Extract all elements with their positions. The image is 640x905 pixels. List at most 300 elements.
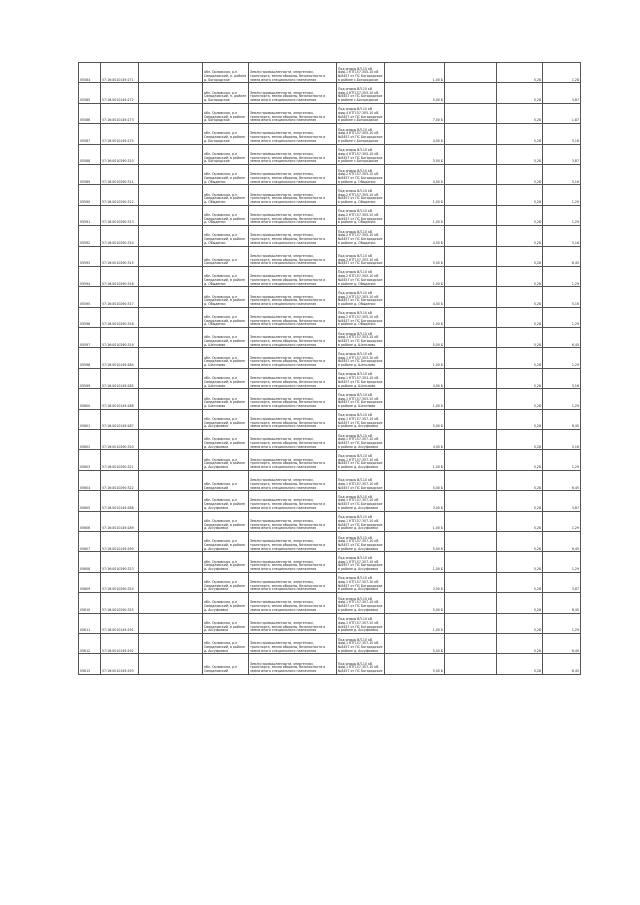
empty-cell	[139, 185, 203, 205]
rate-value: 5,28	[497, 633, 543, 653]
land-category: Земли промышленности, энергетики, транспорта, земли обороны, безопасности и земли иного специального назначения	[249, 511, 337, 531]
empty-cell	[139, 63, 203, 83]
area-value: 1,00 Б	[385, 348, 445, 368]
row-id: 05599	[79, 368, 101, 388]
purpose-note: Под опоры ВЛ-10 кВ фид.1 КТП-57-305-10 кВ №8457 от ПС Богородское в районе с.Богородское	[337, 63, 385, 83]
amount-value: 1,29	[543, 266, 581, 286]
table-row	[79, 450, 581, 470]
land-category: Земли промышленности, энергетики, транспорта, земли обороны, безопасности и земли иного специального назначения	[249, 430, 337, 450]
value-a	[445, 144, 497, 164]
purpose-note: Под опоры ВЛ-10 кВ фид.1 КТП-57-307-10 кВ №8457 от ПС Богородское в районе д. Ассуфьевка	[337, 633, 385, 653]
location: обл. Орловская, р-н Свердловский, п. районе д. Богородское	[203, 63, 249, 83]
cadastral-number: 57:16:0010290:321	[101, 450, 139, 470]
land-category: Земли промышленности, энергетики, транспорта, земли обороны, безопасности и земли иного специального назначения	[249, 572, 337, 592]
purpose-note: Под опоры ВЛ-10 кВ фид.4 КТП-57-305-10 кВ №8457 от ПС Богородское в районе с.Богородское	[337, 124, 385, 144]
cadastral-number: 57:16:0010290:324	[101, 572, 139, 592]
row-id: 05612	[79, 633, 101, 653]
amount-value: 1,28	[543, 63, 581, 83]
register-rows	[79, 63, 581, 675]
cadastral-number: 57:16:0010149:272	[101, 83, 139, 103]
location: обл. Орловская, р-н Свердловский, п. районе д. Богородское	[203, 83, 249, 103]
location: обл. Орловская, р-н Свердловский, в районе д. Ассуфьевка	[203, 511, 249, 531]
area-value: 4,00 Б	[385, 368, 445, 388]
rate-value: 5,28	[497, 164, 543, 184]
amount-value: 5,16	[543, 164, 581, 184]
amount-value: 3,87	[543, 491, 581, 511]
purpose-note: Под опоры ВЛ-10 кВ фид.2 КТП-57-305-10 кВ №8457 от ПС Богородское в районе д. Обыденки	[337, 266, 385, 286]
table-row	[79, 389, 581, 409]
row-id: 05590	[79, 185, 101, 205]
value-a	[445, 287, 497, 307]
row-id: 05607	[79, 531, 101, 551]
empty-cell	[139, 613, 203, 633]
area-value: 5,00 Б	[385, 531, 445, 551]
location: обл. Орловская, р-н Свердловский, в районе д. Богородское	[203, 144, 249, 164]
table-row	[79, 633, 581, 653]
value-a	[445, 205, 497, 225]
cadastral-number: 57:16:0010290:323	[101, 552, 139, 572]
area-value: 1,00 Б	[385, 511, 445, 531]
purpose-note: Под опоры ВЛ-10 кВ фид.1 КТП-57-307-10 кВ №8457 от ПС Богородское в районе д. Ассуфьевка	[337, 552, 385, 572]
table-row	[79, 613, 581, 633]
row-id: 05610	[79, 593, 101, 613]
cadastral-number: 57:16:0010149:285	[101, 368, 139, 388]
land-category: Земли промышленности, энергетики, транспорта, земли обороны, безопасности и земли иного специального назначения	[249, 633, 337, 653]
rate-value: 5,28	[497, 144, 543, 164]
land-category: Земли промышленности, энергетики, транспорта, земли обороны, безопасности и земли иного специального назначения	[249, 287, 337, 307]
area-value: 4,00 Б	[385, 287, 445, 307]
rate-value: 5,28	[497, 531, 543, 551]
land-category: Земли промышленности, энергетики, транспорта, земли обороны, безопасности и земли иного специального назначения	[249, 491, 337, 511]
cadastral-number: 57:16:0010290:310	[101, 144, 139, 164]
empty-cell	[139, 266, 203, 286]
cadastral-number: 57:16:0010290:320	[101, 430, 139, 450]
area-value: 3,00 Б	[385, 572, 445, 592]
row-id: 05584	[79, 63, 101, 83]
location: обл. Орловская, р-н Свердловский, в районе д. Ассуфьевка	[203, 552, 249, 572]
area-value: 1,00 Б	[385, 552, 445, 572]
value-a	[445, 654, 497, 674]
area-value: 1,00 Б	[385, 613, 445, 633]
amount-value: 1,29	[543, 389, 581, 409]
rate-value: 5,28	[497, 83, 543, 103]
rate-value: 5,28	[497, 226, 543, 246]
table-row	[79, 185, 581, 205]
row-id: 05586	[79, 103, 101, 123]
value-a	[445, 593, 497, 613]
purpose-note: Под опоры ВЛ-10 кВ фид.1 КТП-57-307-10 кВ №8457 от ПС Богородское в районе д. Ассуфьевка	[337, 593, 385, 613]
amount-value: 1,29	[543, 613, 581, 633]
table-row	[79, 328, 581, 348]
land-category: Земли промышленности, энергетики, транспорта, земли обороны, безопасности и земли иного специального назначения	[249, 124, 337, 144]
rate-value: 5,28	[497, 593, 543, 613]
land-category: Земли промышленности, энергетики, транспорта, земли обороны, безопасности и земли иного специального назначения	[249, 144, 337, 164]
table-row	[79, 491, 581, 511]
location: обл. Орловская, р-н Свердловский, в районе д. Шатилово	[203, 368, 249, 388]
land-category: Земли промышленности, энергетики, транспорта, земли обороны, безопасности и земли иного специального назначения	[249, 470, 337, 490]
table-row	[79, 164, 581, 184]
value-a	[445, 164, 497, 184]
rate-value: 5,28	[497, 307, 543, 327]
amount-value: 1,29	[543, 205, 581, 225]
empty-cell	[139, 83, 203, 103]
rate-value: 5,28	[497, 409, 543, 429]
value-a	[445, 450, 497, 470]
location: обл. Орловская, р-н Свердловский, в районе д. Обыденки	[203, 226, 249, 246]
value-a	[445, 103, 497, 123]
value-a	[445, 613, 497, 633]
rate-value: 5,28	[497, 389, 543, 409]
value-a	[445, 226, 497, 246]
value-a	[445, 491, 497, 511]
empty-cell	[139, 287, 203, 307]
purpose-note: Под опоры ВЛ-10 кВ фид.1 КТП-57-307-10 кВ №8457 от ПС Богородское в районе д. Ассуфьевка	[337, 409, 385, 429]
empty-cell	[139, 389, 203, 409]
land-category: Земли промышленности, энергетики, транспорта, земли обороны, безопасности и земли иного специального назначения	[249, 450, 337, 470]
table-row	[79, 226, 581, 246]
table-row	[79, 287, 581, 307]
location: обл. Орловская, р-н Свердловский, в районе д. Ассуфьевка	[203, 572, 249, 592]
rate-value: 5,28	[497, 470, 543, 490]
area-value: 1,00 Б	[385, 63, 445, 83]
location: обл. Орловская, р-н Свердловский, в районе д. Ассуфьевка	[203, 613, 249, 633]
empty-cell	[139, 328, 203, 348]
empty-cell	[139, 164, 203, 184]
purpose-note: Под опоры ВЛ-10 кВ фид.1 КТП-57-307-10 кВ №8457 от ПС Богородское	[337, 470, 385, 490]
cadastral-number: 57:16:0010149:292	[101, 633, 139, 653]
area-value: 5,00 Б	[385, 654, 445, 674]
value-a	[445, 63, 497, 83]
cadastral-number: 57:16:0010290:317	[101, 287, 139, 307]
table-row	[79, 103, 581, 123]
land-category: Земли промышленности, энергетики, транспорта, земли обороны, безопасности и земли иного специального назначения	[249, 185, 337, 205]
location: обл. Орловская, р-н Свердловский, в районе д. Обыденки	[203, 185, 249, 205]
location: обл. Орловская, р-н Свердловский, в районе д. Обыденки	[203, 266, 249, 286]
rate-value: 5,28	[497, 103, 543, 123]
rate-value: 5,28	[497, 654, 543, 674]
amount-value: 6,45	[543, 654, 581, 674]
cadastral-number: 57:16:0010290:312	[101, 185, 139, 205]
location: обл. Орловская, р-н Свердловский	[203, 470, 249, 490]
value-a	[445, 470, 497, 490]
cadastral-number: 57:16:0010149:284	[101, 348, 139, 368]
empty-cell	[139, 409, 203, 429]
table-row	[79, 307, 581, 327]
value-a	[445, 572, 497, 592]
value-a	[445, 409, 497, 429]
purpose-note: Под опоры ВЛ-10 кВ фид.1 КТП-57-303-10 кВ №8457 от ПС Богородское в районе д. Шатилово	[337, 348, 385, 368]
cadastral-number: 57:16:0010149:286	[101, 389, 139, 409]
amount-value: 5,16	[543, 430, 581, 450]
purpose-note: Под опоры ВЛ-10 кВ фид.1 КТП-57-303-10 кВ №8457 от ПС Богородское в районе д. Шатилово	[337, 328, 385, 348]
rate-value: 5,28	[497, 348, 543, 368]
value-a	[445, 266, 497, 286]
purpose-note: Под опоры ВЛ-10 кВ фид.1 КТП-57-307-10 кВ №8457 от ПС Богородское в районе д. Ассуфьевка	[337, 613, 385, 633]
area-value: 1,00 Б	[385, 205, 445, 225]
empty-cell	[139, 124, 203, 144]
amount-value: 6,45	[543, 470, 581, 490]
land-register-table	[78, 62, 581, 675]
value-a	[445, 328, 497, 348]
area-value: 3,00 Б	[385, 144, 445, 164]
location: обл. Орловская, р-н Свердловский, в районе д. Ассуфьевка	[203, 593, 249, 613]
empty-cell	[139, 368, 203, 388]
empty-cell	[139, 552, 203, 572]
cadastral-number: 57:16:0010149:273	[101, 103, 139, 123]
row-id: 05595	[79, 287, 101, 307]
purpose-note: Под опоры ВЛ-10 кВ фид.2 КТП-57-305-10 кВ №8457 от ПС Богородское в районе д. Обыденки	[337, 185, 385, 205]
amount-value: 6,45	[543, 531, 581, 551]
land-category: Земли промышленности, энергетики, транспорта, земли обороны, безопасности и земли иного специального назначения	[249, 205, 337, 225]
location: обл. Орловская, р-н Свердловский, в районе д. Шатилово	[203, 328, 249, 348]
area-value: 5,00 Б	[385, 409, 445, 429]
location: обл. Орловская, р-н Свердловский, в районе д. Ассуфьевка	[203, 409, 249, 429]
empty-cell	[139, 531, 203, 551]
purpose-note: Под опоры ВЛ-10 кВ фид.1 КТП-57-303-10 кВ №8457 от ПС Богородское в районе д. Шатилово	[337, 389, 385, 409]
empty-cell	[139, 450, 203, 470]
location: обл. Орловская, р-н Свердловский	[203, 246, 249, 266]
cadastral-number: 57:16:0010290:311	[101, 164, 139, 184]
rate-value: 5,28	[497, 185, 543, 205]
area-value: 4,00 Б	[385, 226, 445, 246]
table-row	[79, 124, 581, 144]
area-value: 1,00 Б	[385, 389, 445, 409]
empty-cell	[139, 307, 203, 327]
amount-value: 1,29	[543, 348, 581, 368]
row-id: 05585	[79, 83, 101, 103]
purpose-note: Под опоры ВЛ-10 кВ фид.2 КТП-57-305-10 кВ №8457 от ПС Богородское	[337, 246, 385, 266]
rate-value: 5,28	[497, 450, 543, 470]
area-value: 1,00 Б	[385, 450, 445, 470]
purpose-note: Под опоры ВЛ-10 кВ фид.4 КТП-57-305-10 кВ №8457 от ПС Богородское в районе с.Богородское	[337, 144, 385, 164]
location: обл. Орловская, р-н Свердловский	[203, 654, 249, 674]
amount-value: 3,87	[543, 572, 581, 592]
land-category: Земли промышленности, энергетики, транспорта, земли обороны, безопасности и земли иного специального назначения	[249, 368, 337, 388]
area-value: 7,00 Б	[385, 103, 445, 123]
row-id: 05608	[79, 552, 101, 572]
cadastral-number: 57:16:0010290:315	[101, 246, 139, 266]
rate-value: 5,28	[497, 511, 543, 531]
location: обл. Орловская, р-н Свердловский, в районе д. Шатилово	[203, 348, 249, 368]
row-id: 05604	[79, 470, 101, 490]
row-id: 05602	[79, 430, 101, 450]
empty-cell	[139, 593, 203, 613]
land-category: Земли промышленности, энергетики, транспорта, земли обороны, безопасности и земли иного специального назначения	[249, 531, 337, 551]
area-value: 5,00 Б	[385, 328, 445, 348]
cadastral-number: 57:16:0010290:319	[101, 328, 139, 348]
row-id: 05606	[79, 511, 101, 531]
location: обл. Орловская, р-н Свердловский, в районе д. Ассуфьевка	[203, 430, 249, 450]
cadastral-number: 57:16:0010149:287	[101, 409, 139, 429]
table-row	[79, 593, 581, 613]
land-category: Земли промышленности, энергетики, транспорта, земли обороны, безопасности и земли иного специального назначения	[249, 409, 337, 429]
value-a	[445, 389, 497, 409]
area-value: 5,00 Б	[385, 633, 445, 653]
table-row	[79, 511, 581, 531]
table-row	[79, 63, 581, 83]
location: обл. Орловская, р-н Свердловский, в районе д. Ассуфьевка	[203, 531, 249, 551]
purpose-note: Под опоры ВЛ-10 кВ фид.1 КТП-57-307-10 кВ №8457 от ПС Богородское в районе д. Ассуфьевка	[337, 491, 385, 511]
land-category: Земли промышленности, энергетики, транспорта, земли обороны, безопасности и земли иного специального назначения	[249, 654, 337, 674]
land-category: Земли промышленности, энергетики, транспорта, земли обороны, безопасности и земли иного специального назначения	[249, 307, 337, 327]
amount-value: 1,29	[543, 511, 581, 531]
location: обл. Орловская, р-н Свердловский, в районе д. Шатилово	[203, 389, 249, 409]
cadastral-number: 57:16:0010290:325	[101, 593, 139, 613]
empty-cell	[139, 103, 203, 123]
area-value: 1,00 Б	[385, 185, 445, 205]
area-value: 1,00 Б	[385, 307, 445, 327]
area-value: 5,00 Б	[385, 593, 445, 613]
table-row	[79, 83, 581, 103]
empty-cell	[139, 572, 203, 592]
amount-value: 6,45	[543, 328, 581, 348]
rate-value: 5,28	[497, 552, 543, 572]
rate-value: 5,28	[497, 63, 543, 83]
amount-value: 6,45	[543, 593, 581, 613]
row-id: 05613	[79, 654, 101, 674]
area-value: 1,00 Б	[385, 266, 445, 286]
rate-value: 5,28	[497, 205, 543, 225]
cadastral-number: 57:16:0010149:288	[101, 491, 139, 511]
value-a	[445, 368, 497, 388]
table-row	[79, 552, 581, 572]
amount-value: 3,87	[543, 83, 581, 103]
empty-cell	[139, 246, 203, 266]
rate-value: 5,28	[497, 572, 543, 592]
purpose-note: Под опоры ВЛ-10 кВ фид.1 КТП-57-303-10 кВ №8457 от ПС Богородское в районе д. Шатилово	[337, 368, 385, 388]
empty-cell	[139, 348, 203, 368]
value-a	[445, 511, 497, 531]
purpose-note: Под опоры ВЛ-10 кВ фид.1 КТП-57-307-10 кВ №8457 от ПС Богородское	[337, 654, 385, 674]
location: обл. Орловская, р-н Свердловский, в районе д. Ассуфьевка	[203, 450, 249, 470]
cadastral-number: 57:16:0010149:291	[101, 613, 139, 633]
value-a	[445, 552, 497, 572]
table-row	[79, 368, 581, 388]
row-id: 05609	[79, 572, 101, 592]
area-value: 5,00 Б	[385, 246, 445, 266]
purpose-note: Под опоры ВЛ-10 кВ фид.1 КТП-57-307-10 кВ №8457 от ПС Богородское в районе д. Ассуфьевка	[337, 450, 385, 470]
row-id: 05592	[79, 226, 101, 246]
land-category: Земли промышленности, энергетики, транспорта, земли обороны, безопасности и земли иного специального назначения	[249, 613, 337, 633]
row-id: 05591	[79, 205, 101, 225]
table-row	[79, 348, 581, 368]
empty-cell	[139, 144, 203, 164]
table-row	[79, 654, 581, 674]
purpose-note: Под опоры ВЛ-10 кВ фид.1 КТП-57-307-10 кВ №8457 от ПС Богородское в районе д. Ассуфьевка	[337, 531, 385, 551]
land-category: Земли промышленности, энергетики, транспорта, земли обороны, безопасности и земли иного специального назначения	[249, 266, 337, 286]
location: обл. Орловская, р-н Свердловский, в районе д. Обыденки	[203, 307, 249, 327]
amount-value: 1,29	[543, 307, 581, 327]
land-category: Земли промышленности, энергетики, транспорта, земли обороны, безопасности и земли иного специального назначения	[249, 103, 337, 123]
amount-value: 5,16	[543, 287, 581, 307]
table-row	[79, 572, 581, 592]
empty-cell	[139, 491, 203, 511]
area-value: 3,00 Б	[385, 491, 445, 511]
rate-value: 5,28	[497, 613, 543, 633]
cadastral-number: 57:16:0010149:293	[101, 654, 139, 674]
empty-cell	[139, 654, 203, 674]
purpose-note: Под опоры ВЛ-10 кВ фид.4 КТП-57-305-10 кВ №8457 от ПС Богородское в районе с.Богородское	[337, 103, 385, 123]
land-category: Земли промышленности, энергетики, транспорта, земли обороны, безопасности и земли иного специального назначения	[249, 348, 337, 368]
value-a	[445, 307, 497, 327]
cadastral-number: 57:16:0010149:289	[101, 511, 139, 531]
amount-value: 5,16	[543, 368, 581, 388]
value-a	[445, 348, 497, 368]
purpose-note: Под опоры ВЛ-10 кВ фид.2 КТП-57-305-10 кВ №8457 от ПС Богородское в районе д. Обыденки	[337, 307, 385, 327]
empty-cell	[139, 470, 203, 490]
land-category: Земли промышленности, энергетики, транспорта, земли обороны, безопасности и земли иного специального назначения	[249, 226, 337, 246]
purpose-note: Под опоры ВЛ-10 кВ фид.2 КТП-57-305-10 кВ №8457 от ПС Богородское в районе д. Обыденки	[337, 205, 385, 225]
rate-value: 5,28	[497, 266, 543, 286]
value-a	[445, 633, 497, 653]
rate-value: 5,28	[497, 491, 543, 511]
location: обл. Орловская, р-н Свердловский, в районе д. Обыденки	[203, 164, 249, 184]
row-id: 05600	[79, 389, 101, 409]
land-category: Земли промышленности, энергетики, транспорта, земли обороны, безопасности и земли иного специального назначения	[249, 389, 337, 409]
cadastral-number: 57:16:0010149:274	[101, 124, 139, 144]
land-category: Земли промышленности, энергетики, транспорта, земли обороны, безопасности и земли иного специального назначения	[249, 552, 337, 572]
cadastral-number: 57:16:0010149:271	[101, 63, 139, 83]
table-row	[79, 205, 581, 225]
amount-value: 1,29	[543, 552, 581, 572]
area-value: 5,00 Б	[385, 470, 445, 490]
row-id: 05596	[79, 307, 101, 327]
cadastral-number: 57:16:0010290:314	[101, 226, 139, 246]
cadastral-number: 57:16:0010290:313	[101, 205, 139, 225]
location: обл. Орловская, р-н Свердловский, в районе д. Ассуфьевка	[203, 633, 249, 653]
area-value: 5,00 Б	[385, 83, 445, 103]
land-category: Земли промышленности, энергетики, транспорта, земли обороны, безопасности и земли иного специального назначения	[249, 164, 337, 184]
empty-cell	[139, 205, 203, 225]
empty-cell	[139, 226, 203, 246]
area-value: 4,00 Б	[385, 164, 445, 184]
empty-cell	[139, 430, 203, 450]
location: обл. Орловская, р-н Свердловский, в районе д. Обыденки	[203, 205, 249, 225]
location: обл. Орловская, р-н Свердловский, в районе д. Богородское	[203, 124, 249, 144]
rate-value: 5,28	[497, 287, 543, 307]
table-row	[79, 430, 581, 450]
rate-value: 5,28	[497, 246, 543, 266]
row-id: 05587	[79, 124, 101, 144]
amount-value: 6,45	[543, 633, 581, 653]
row-id: 05589	[79, 164, 101, 184]
table-row	[79, 470, 581, 490]
amount-value: 6,45	[543, 246, 581, 266]
amount-value: 3,87	[543, 144, 581, 164]
cadastral-number: 57:16:0010149:290	[101, 531, 139, 551]
amount-value: 5,16	[543, 226, 581, 246]
location: обл. Орловская, р-н Свердловский, в районе д. Ассуфьевка	[203, 491, 249, 511]
value-a	[445, 83, 497, 103]
row-id: 05597	[79, 328, 101, 348]
table-row	[79, 266, 581, 286]
cadastral-number: 57:16:0010290:318	[101, 307, 139, 327]
land-category: Земли промышленности, энергетики, транспорта, земли обороны, безопасности и земли иного специального назначения	[249, 83, 337, 103]
amount-value: 1,29	[543, 450, 581, 470]
row-id: 05593	[79, 246, 101, 266]
land-category: Земли промышленности, энергетики, транспорта, земли обороны, безопасности и земли иного специального назначения	[249, 328, 337, 348]
table-row	[79, 144, 581, 164]
table-row	[79, 409, 581, 429]
value-a	[445, 185, 497, 205]
purpose-note: Под опоры ВЛ-10 кВ фид.2 КТП-57-305-10 кВ №8457 от ПС Богородское в районе д. Обыденки	[337, 287, 385, 307]
row-id: 05603	[79, 450, 101, 470]
empty-cell	[139, 511, 203, 531]
land-category: Земли промышленности, энергетики, транспорта, земли обороны, безопасности и земли иного специального назначения	[249, 63, 337, 83]
land-category: Земли промышленности, энергетики, транспорта, земли обороны, безопасности и земли иного специального назначения	[249, 593, 337, 613]
value-a	[445, 430, 497, 450]
amount-value: 1,87	[543, 103, 581, 123]
